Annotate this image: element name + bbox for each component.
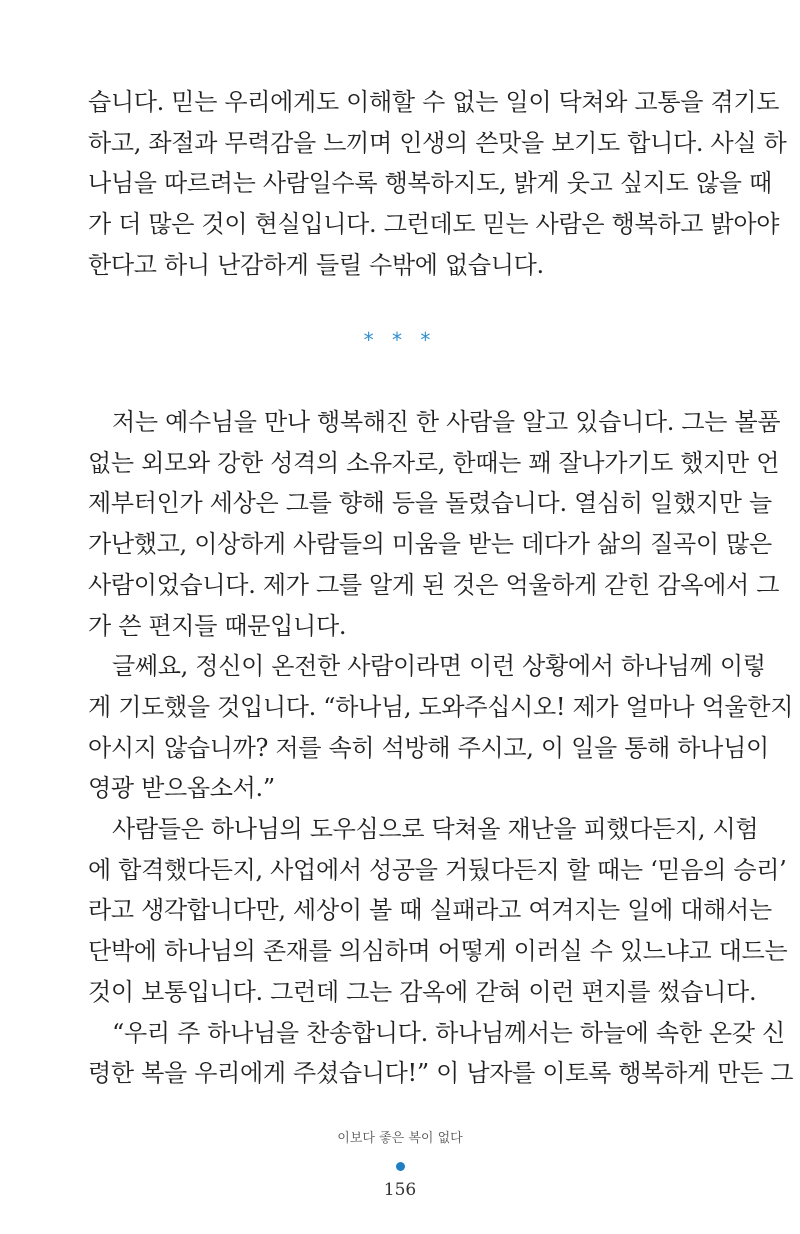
text-line: 가 쓴 편지들 때문입니다.: [88, 611, 347, 640]
text-line: 습니다. 믿는 우리에게도 이해할 수 없는 일이 닥쳐와 고통을 겪기도: [88, 88, 780, 116]
text-line: 한다고 하니 난감하게 들릴 수밖에 없습니다.: [88, 250, 544, 279]
text-line: 나님을 따르려는 사람일수록 행복하지도, 밝게 웃고 싶지도 않을 때: [88, 169, 772, 198]
text-line: 게 기도했을 것입니다. “하나님, 도와주십시오! 제가 얼마나 억울한지: [88, 692, 794, 721]
text-line: 글쎄요, 정신이 온전한 사람이라면 이런 상황에서 하나님께 이렇: [112, 652, 766, 681]
text-line: 가난했고, 이상하게 사람들의 미움을 받는 데다가 삶의 질곡이 많은: [88, 530, 772, 559]
text-line: 라고 생각합니다만, 세상이 볼 때 실패라고 여겨지는 일에 대해서는: [88, 896, 772, 925]
text-line: 저는 예수님을 만나 행복해진 한 사람을 알고 있습니다. 그는 볼품: [112, 408, 781, 436]
footer-dot-ornament: [396, 1162, 405, 1171]
running-footer-title: 이보다 좋은 복이 없다: [337, 1131, 463, 1146]
text-line: 영광 받으옵소서.”: [88, 774, 275, 803]
text-line: 령한 복을 우리에게 주셨습니다!” 이 남자를 이토록 행복하게 만든 그: [88, 1059, 794, 1088]
text-line: 단박에 하나님의 존재를 의심하며 어떻게 이러실 수 있느냐고 대드는: [88, 937, 788, 966]
paragraph-block-2: [88, 402, 794, 1094]
text-line: 아시지 않습니까? 저를 속히 석방해 주시고, 이 일을 통해 하나님이: [88, 733, 769, 762]
text-line: 제부터인가 세상은 그를 향해 등을 돌렸습니다. 열심히 일했지만 늘: [88, 489, 772, 518]
text-line: 가 더 많은 것이 현실입니다. 그런데도 믿는 사람은 행복하고 밝아야: [88, 210, 780, 239]
text-line: 없는 외모와 강한 성격의 소유자로, 한때는 꽤 잘나가기도 했지만 언: [88, 448, 780, 477]
text-line: 사람이었습니다. 제가 그를 알게 된 것은 억울하게 갇힌 감옥에서 그: [88, 570, 780, 599]
text-line: 에 합격했다든지, 사업에서 성공을 거뒀다든지 할 때는 ‘믿음의 승리’: [88, 855, 787, 884]
text-line: 것이 보통입니다. 그런데 그는 감옥에 갇혀 이런 편지를 썼습니다.: [88, 977, 757, 1006]
text-line: 사람들은 하나님의 도우심으로 닥쳐올 재난을 피했다든지, 시험: [112, 815, 759, 844]
text-line: 하고, 좌절과 무력감을 느끼며 인생의 쓴맛을 보기도 합니다. 사실 하: [88, 128, 787, 157]
text-line: “우리 주 하나님을 찬송합니다. 하나님께서는 하늘에 속한 온갖 신: [112, 1018, 785, 1047]
section-separator: * * *: [363, 328, 437, 352]
page-number: 156: [383, 1180, 417, 1200]
paragraph-block-1: [88, 82, 787, 286]
